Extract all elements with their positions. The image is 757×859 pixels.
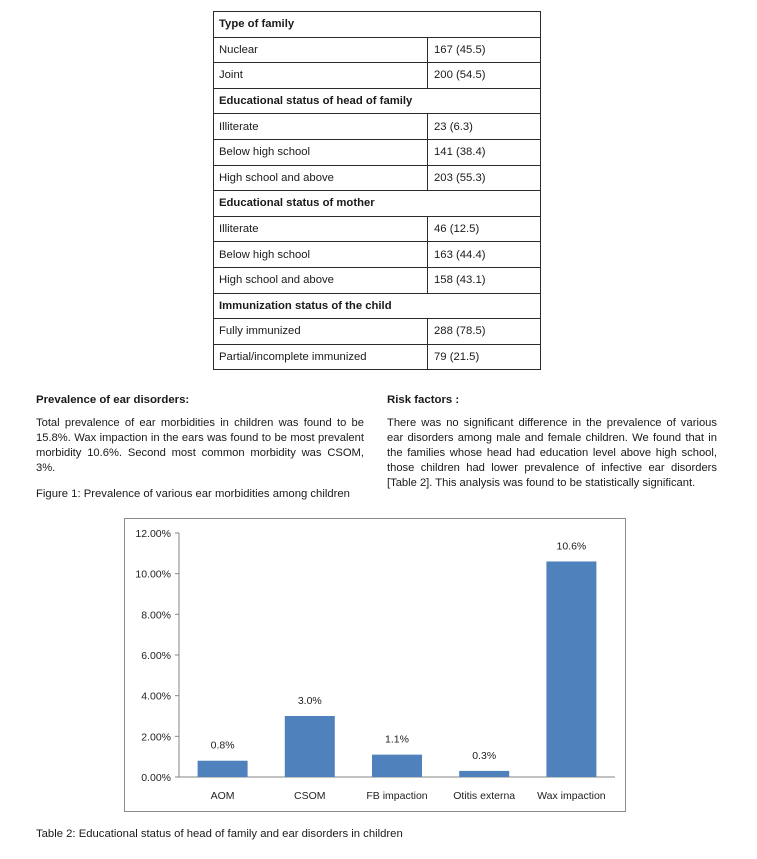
x-category-label: Wax impaction bbox=[537, 790, 606, 802]
bar-data-label: 0.8% bbox=[210, 739, 235, 752]
chart-frame bbox=[124, 518, 626, 812]
row-label: Illiterate bbox=[214, 114, 428, 140]
row-label: Joint bbox=[214, 63, 428, 89]
table-row bbox=[214, 139, 541, 165]
table-row bbox=[214, 344, 541, 370]
table-section-row bbox=[214, 88, 541, 114]
row-label: Nuclear bbox=[214, 37, 428, 63]
y-tick-label: 2.00% bbox=[141, 731, 171, 744]
bar bbox=[459, 771, 509, 777]
figure-caption: Figure 1: Prevalence of various ear morbidities among children bbox=[36, 488, 350, 500]
table-row bbox=[214, 165, 541, 191]
section-header: Immunization status of the child bbox=[214, 293, 541, 319]
y-tick-label: 10.00% bbox=[135, 568, 171, 581]
risk-factors-heading: Risk factors : bbox=[387, 394, 460, 406]
prevalence-paragraph: Total prevalence of ear morbidities in children was found to be 15.8%. Wax impaction in the ears was found to be most prevalent morbidity 10.6%. Second most common morbidity was CSOM, 3%. bbox=[36, 417, 364, 474]
risk-factors-paragraph: There was no significant difference in the prevalence of various ear disorders among male and female children. We found that in the families whose head had education level above high school, those children had lower prevalence of infective ear disorders [Table 2]. This analysis was found to be statistically significant. bbox=[387, 417, 717, 489]
x-category-label: CSOM bbox=[294, 790, 326, 802]
prevalence-heading: Prevalence of ear disorders: bbox=[36, 394, 190, 406]
bar-data-label: 0.3% bbox=[472, 749, 497, 762]
section-header: Educational status of mother bbox=[214, 191, 541, 217]
row-label: Illiterate bbox=[214, 216, 428, 242]
table-row bbox=[214, 319, 541, 345]
row-label: Below high school bbox=[214, 139, 428, 165]
table-section-row bbox=[214, 12, 541, 38]
bar-data-label: 3.0% bbox=[297, 695, 322, 707]
x-category-label: AOM bbox=[210, 790, 235, 802]
x-category-label: Otitis externa bbox=[453, 790, 516, 802]
row-value: 203 (55.3) bbox=[428, 165, 541, 191]
y-tick-label: 12.00% bbox=[135, 528, 171, 540]
bar bbox=[372, 755, 422, 777]
x-category-label: FB impaction bbox=[366, 790, 428, 802]
section-header: Type of family bbox=[214, 12, 541, 38]
table-row bbox=[214, 216, 541, 242]
bar bbox=[198, 761, 248, 777]
row-value: 288 (78.5) bbox=[428, 319, 541, 345]
row-value: 167 (45.5) bbox=[428, 37, 541, 63]
y-tick-label: 6.00% bbox=[141, 650, 171, 662]
table-row bbox=[214, 267, 541, 293]
table-row bbox=[214, 242, 541, 268]
row-label: Below high school bbox=[214, 242, 428, 268]
table-row bbox=[214, 37, 541, 63]
row-value: 163 (44.4) bbox=[428, 242, 541, 268]
y-tick-label: 8.00% bbox=[141, 609, 171, 622]
row-value: 79 (21.5) bbox=[428, 344, 541, 370]
row-value: 23 (6.3) bbox=[428, 114, 541, 140]
row-value: 158 (43.1) bbox=[428, 267, 541, 293]
row-label: Fully immunized bbox=[214, 319, 428, 345]
table-row bbox=[214, 63, 541, 89]
row-value: 46 (12.5) bbox=[428, 216, 541, 242]
y-tick-label: 4.00% bbox=[141, 690, 171, 703]
row-label: Partial/incomplete immunized bbox=[214, 344, 428, 370]
ear-morbidity-bar-chart bbox=[125, 519, 625, 811]
bar bbox=[285, 716, 335, 777]
bar bbox=[546, 561, 596, 777]
demographics-table bbox=[213, 11, 541, 370]
y-tick-label: 0.00% bbox=[141, 772, 171, 784]
row-value: 200 (54.5) bbox=[428, 63, 541, 89]
section-header: Educational status of head of family bbox=[214, 88, 541, 114]
bar-data-label: 10.6% bbox=[556, 540, 587, 553]
row-label: High school and above bbox=[214, 267, 428, 293]
table-row bbox=[214, 114, 541, 140]
bar-data-label: 1.1% bbox=[385, 733, 409, 746]
row-label: High school and above bbox=[214, 165, 428, 191]
table-section-row bbox=[214, 191, 541, 217]
table-section-row bbox=[214, 293, 541, 319]
table2-caption: Table 2: Educational status of head of family and ear disorders in children bbox=[36, 828, 403, 840]
row-value: 141 (38.4) bbox=[428, 139, 541, 165]
